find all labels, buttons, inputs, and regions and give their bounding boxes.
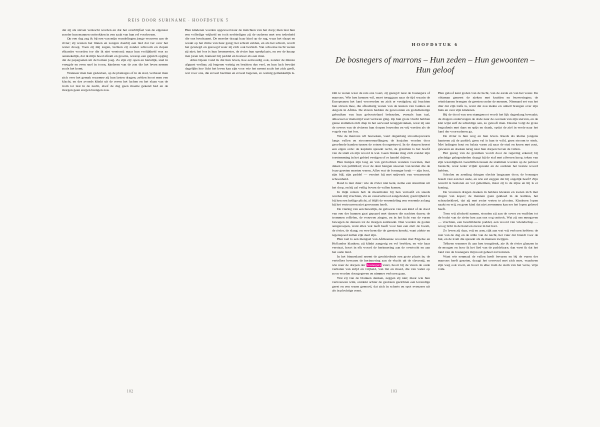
paragraph: Wat zij van de blanken denken, zeggen zij niet; maar wie hun vertrouwen wint, ontdekt achter de gesloten gezichten een levendige geest en een warm gemoed, dat zich in scherts en spot evenzeer uit als in plechtige ernst. bbox=[332, 275, 430, 293]
paragraph-with-highlight bbox=[332, 254, 430, 275]
paragraph: De vrouwen dragen doeken in heldere kleuren en tooien zich met ringen van koper; de mannen gaan gekleed in de kamisa, het schouderkleed, dat zij met zwier weten te plooien. Kinderen lopen naakt en vrij, en geen kind dat niet zwemmen kan eer het lopen geleerd heeft. bbox=[438, 189, 538, 212]
paragraph: Scholen en zending dringen slechts langzaam door; de bosneger houdt vast aan het oude, en wie zal zeggen dat hij ongelijk heeft? Zijn wereld is besloten en vol geheimen, maar zij is de zijne en hij is er koning. bbox=[438, 172, 538, 190]
paragraph: Alles bijeen vond ik dat hun leven, hoe eenvoudig ook, zonder de minste afgunst verliep; zij begeren weinig en bezitten dus veel, en hun lach bewijst dagelijks hoe licht het leven kan zijn voor wie het neemt zoals het zich geeft, wat voor ons, die zoveel bezitten en zoveel begeren, zo weinig gemakkelijk is. bbox=[185, 58, 295, 75]
page-number-left: 102 bbox=[126, 389, 134, 394]
paragraph: Hun taal is een mengsel van Afrikaanse woorden met Engelse en Hollandse klanken; zij klinkt zangerig en vol beelden, en wie haar verstaat, hoort in elk woord de herinnering aan de overtocht en aan het oude land. bbox=[332, 237, 430, 254]
running-header: REIS DOOR SURINAME · HOOFDSTUK 5 bbox=[128, 18, 229, 23]
right-page-column-1 bbox=[332, 91, 430, 293]
paragraph: dat zij als slaven verkocht worden en dat het overblijfsel van de eigenaar zonder hun mannen onttrokken in een zaak van hun erf voorkwam. bbox=[62, 28, 168, 37]
left-page-column-2 bbox=[185, 28, 295, 75]
highlight-context-before: In het binnenland neemt de geschiedenis een grote plaats in; de vertellers bewaren de herinnering aan de vlucht uit de slavernij, en wie naar de dorpen der bbox=[332, 254, 430, 267]
paragraph: Wie de marrons wil bezoeken, vaart dagenlang stroomopwaarts langs vallen en stroomversnellingen; de korjalen worden door geoefende handen tussen de rotsen doorgestuwd. In de dorpen heerst een eigen orde: de kapitein spreekt recht, de granman is het hoofd van de stam en zijn woord is wet. Geen blanke mag zich zonder zijn toestemming in het gebied vestigen of er handel drijven. bbox=[332, 133, 430, 160]
paragraph: De viering van een huwelijk, de geboorte van een kind of de dood van een der hunnen gaat gepaard met dansen die nachten duren; de trommen roffelen, de vrouwen zingen, en in het licht van de vuren bewegen de dansers tot de morgen aanbreekt. Dan worden de goden aangeroepen, want alles wat leeft heeft voor hen een ziel: de boom, de rivier, de slang; en wee hem die de geesten krenkt, want ziekte en tegenspoed zullen zijn deel zijn. bbox=[332, 207, 430, 237]
chapter-title-line-1: De bosnegers of marrons – Hun zeden – Hun gewoonten – bbox=[335, 55, 535, 65]
search-highlight: bosnegers bbox=[366, 262, 381, 267]
paragraph: Op een dag zag ik bij een van mijn wandelingen jonge vrouwen aan de rivier; zij wasten het linnen en zongen daarbij een lied dat ver over het water droeg. Toen zij mij zagen, lachten zij zonder schroom en riepen elkander woorden toe die ik niet verstond; maar hun vrolijkheid was zo aanstekelijk, dat ik mijn hoed afnam en groette, waarop een gejuich opging dat de papegaaien uit de bomen joeg. Zo zijn zij: open en hartelijk, snel in vreugde en even snel in toorn, kinderen van de zon die het leven nemen zoals het komt. bbox=[62, 36, 168, 71]
right-page-column-2 bbox=[438, 91, 538, 271]
paragraph: In mijn reizen heb ik meermalen bij hen vertoefd en steeds werden mij vruchten, vis en cassavebrood aangeboden; gastvrijheid is bij hen een heilige plicht, al blijft de vreemdeling een vreemde zolang hij het vertrouwen niet gewonnen heeft. bbox=[332, 189, 430, 207]
paragraph: Want wie eenmaal de vallen heeft bevaren en bij de vuren der marrons heeft gezeten, draagt het oerwoud met zich mee, waarheen zijn weg ook voert, en hoort in elke trom de stem van het verre, vrije volk. bbox=[438, 254, 538, 272]
paragraph: Hun huisjes zijn laag en van gevlochten wanden voorzien, met daken van palmblad; voor de deur hangen snoeren van kralen die de boze geesten moeten weren. Alles wat de bosneger bezit — zijn boot, zijn bijl, zijn paddel — versiert hij met snijwerk van verrassende schoonheid. bbox=[332, 159, 430, 181]
page-number-right: 103 bbox=[390, 389, 398, 394]
chapter-title bbox=[332, 55, 538, 75]
paragraph: Om te weten waar de reis ons voert, zij gezegd: naar de bosnegers of marrons. Wie hen kennen wil, moet teruggaan naar de tijd waarin de Europeanen het land veroverden en zich er vestigden; zij brachten hun slaven mee, die afkomstig waren van de kusten van Guinea en Angola in Afrika. De slaven hadden de gewoonten en godsdienstige gebruiken van hun geboorteland behouden, evenals hun taal, alhoewel er mettertijd veel verloren ging. Op hun grote vlucht hebben ganse stammen zich diep in het oerwoud teruggetrokken, waar zij aan de oevers van de rivieren hun dorpen bouwden en vrij werden als de vogels van het bos. bbox=[332, 91, 430, 134]
paragraph: Telkens wanneer ik aan hen terugdenk, zie ik de rivier glanzen in de morgen en hoor ik het lied van de paddelaars; dan weet ik dat het land van de bosnegers mij nooit geheel zal loslaten. bbox=[438, 241, 538, 254]
paragraph: Hun geloof kent goden van de lucht, van de aarde en van het water. De obiaman geneest de zieken met kruiden en bezweringen; de wintidansen brengen de geesten onder de mensen. Niemand eet van het dier dat zijn trefu is, want dat zou ziekte en onheil brengen over zijn huis en over zijn kinderen. bbox=[438, 91, 538, 113]
chapter-title-line-2: Hun geloof bbox=[415, 65, 455, 75]
paragraph: Hun kinderen worden opgevoed naar de inzichten van het dorp; men laat hun een volledige vrijheid en toch eerbiedigen zij de ouderen met een tederheid die ons beschaamt. De moeder draagt haar kind op de rug, waar het slaapt en waakt op het ritme van haar gang; het schreit zelden, en als het schreit, wordt het gewiegd en gezoogd waar zij zich ook bevindt. Van schoolse tucht weten zij niet; het bos is hun leermeester, de rivier hun speelplaats, en eer de knaap tien jaren telt, hanteert hij paddel en houwer als een man. bbox=[185, 28, 295, 58]
paragraph: Zo leven zij daar, vrij en arm, rijk aan wat wij verloren hebben: de rust van de dag en de stilte van de nacht, het vuur dat brandt voor de hut, en de trom die spreekt als de mensen zwijgen. bbox=[438, 228, 538, 242]
left-page-column-1 bbox=[62, 28, 168, 92]
paragraph: Raad is niet duur: wie de rivier niet kent, neme een stuurman uit het dorp, en hij zal veilig boven de vallen komen. bbox=[332, 181, 430, 190]
chapter-label: HOOFDSTUK 6 bbox=[411, 42, 459, 47]
paragraph: Toen wij afscheid namen, stonden zij aan de oever en wuifden tot de bocht van de rivier hen aan ons oog onttrok. Wat zij ons meegaven — vruchten, een beschilderde paddel, een woord van vriendschap — woog licht in de hand en zwaar in het hart. bbox=[438, 211, 538, 229]
paragraph: De rivier is hun weg en hun leven. Reeds als kleine jongens hanteren zij de paddel; geen val is hun te wild, geen stroom te sterk. Met ladingen hout en balata varen zij naar de stad en keren met zout, geweren en doeken terug naar hun dorpen boven de vallen. bbox=[438, 133, 538, 151]
paragraph: Bij de dood van een stamgenoot wordt het lijk dagenlang bewaakt; de dragers ondervragen de dode naar de oorzaak van zijn sterven, en de kist wijst zelf de schuldige aan, zo gelooft men. Daarna volgt de grote begrafenis met dans en spijs en drank, opdat de ziel in vrede naar het land der voorvaderen ga. bbox=[438, 112, 538, 134]
highlight-context-after: vaart, hoort bij de vuren de oude verhalen van strijd en vrijheid, van list en moed, die van vader op zoon worden doorgegeven en nimmer verloren gaan. bbox=[332, 262, 430, 276]
paragraph: Wanneer men hen gadeslaat, op de plantages of in de stad, verbaast men zich over het gemak waarmee zij hun lasten dragen; zelden hoort men een klacht, en des avonds klinkt uit de erven het lachen en het slaan van de trom tot laat in de nacht, alsof de dag geen moeite gekend had en de morgen geen zorgen brengen zou. bbox=[62, 70, 168, 93]
paragraph: Het gezag van de granman wordt door de regering erkend; bij plechtige gelegenheden draagt hij de staf met zilveren knop, teken van zijn waardigheid. Geschillen tussen de stammen worden op de palaver beslecht, waar ieder vrijuit spreekt en de oudsten het laatste woord hebben. bbox=[438, 151, 538, 173]
